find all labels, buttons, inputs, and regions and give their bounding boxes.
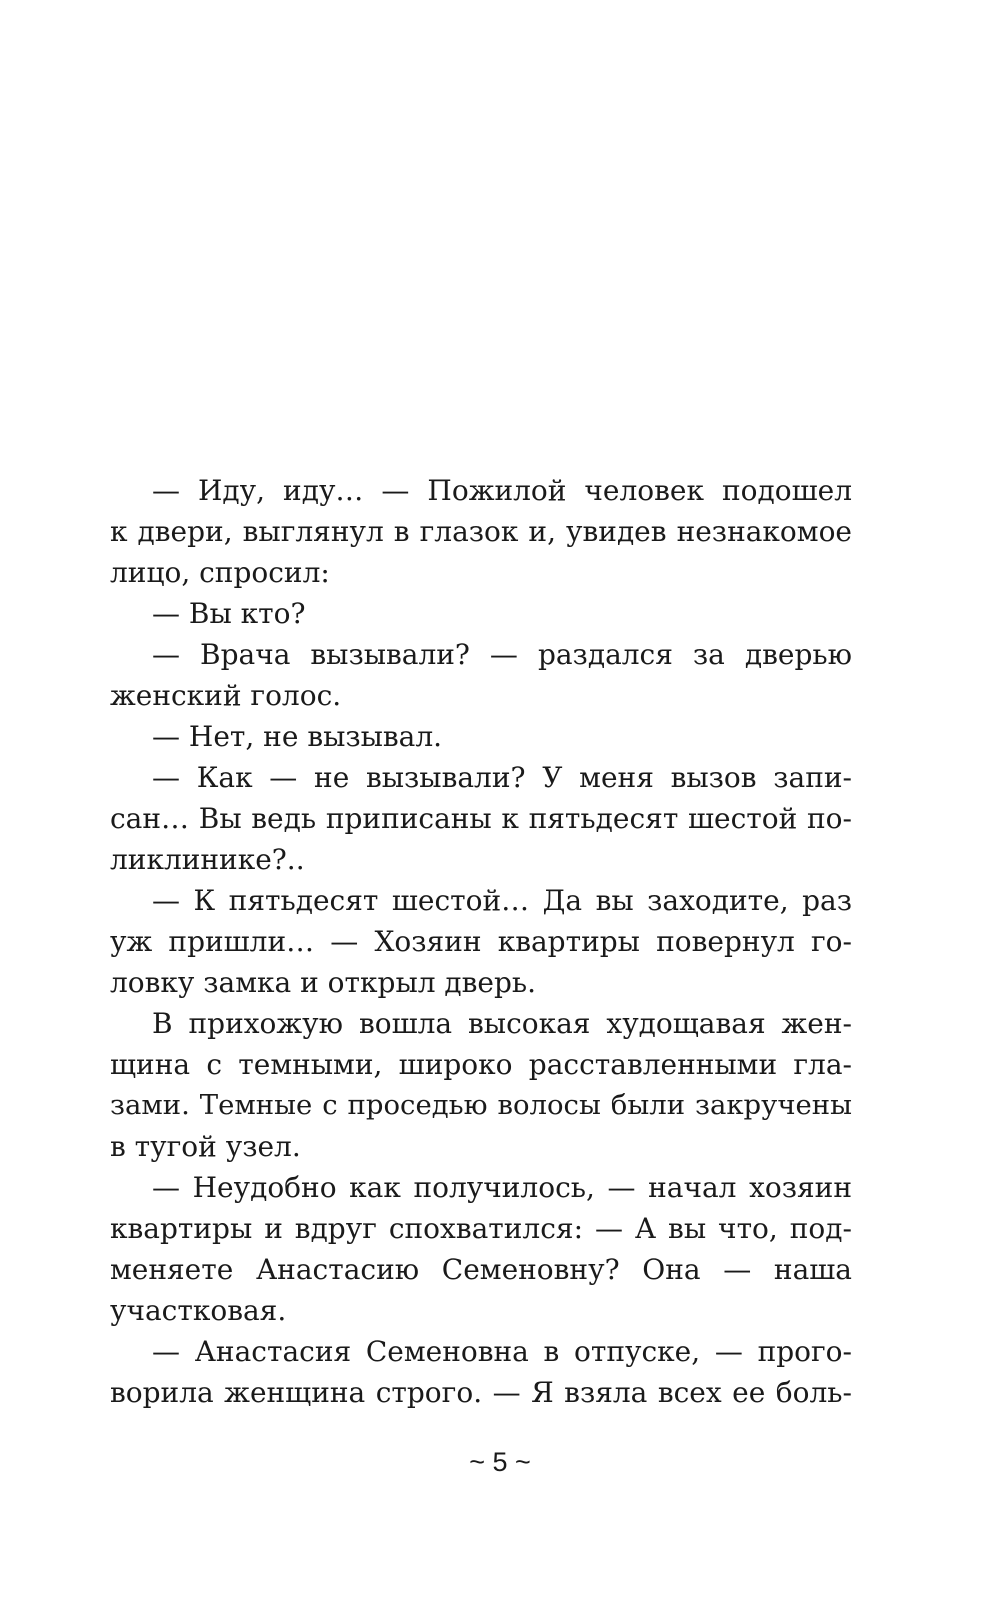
text-line: женский голос.	[110, 679, 342, 712]
page-number: ~ 5 ~	[469, 1447, 531, 1477]
text-line: лицо, спросил:	[110, 556, 330, 589]
text-line: ворила женщина строго. — Я взяла всех ее боль-	[110, 1376, 852, 1409]
text-line: — К пятьдесят шестой… Да вы заходите, раз	[152, 884, 852, 917]
text-line: в тугой узел.	[110, 1130, 301, 1163]
text-line: уж пришли… — Хозяин квартиры повернул го-	[110, 925, 852, 958]
text-line: — Анастасия Семеновна в отпуске, — прого-	[152, 1335, 852, 1368]
text-line: квартиры и вдруг спохватился: — А вы что, под-	[110, 1212, 852, 1245]
text-line: ловку замка и открыл дверь.	[110, 966, 537, 999]
text-line: зами. Темные с проседью волосы были закручены	[110, 1089, 852, 1121]
text-line: — Нет, не вызывал.	[152, 720, 443, 753]
text-line: В прихожую вошла высокая худощавая жен-	[152, 1007, 852, 1040]
text-line: участковая.	[110, 1294, 287, 1327]
text-line: — Как — не вызывали? У меня вызов запи-	[152, 761, 852, 794]
text-line: — Иду, иду… — Пожилой человек подошел	[152, 474, 852, 507]
body-text	[110, 470, 852, 1413]
text-line: к двери, выглянул в глазок и, увидев незнакомое	[110, 515, 852, 548]
text-line: меняете Анастасию Семеновну? Она — наша	[110, 1253, 852, 1286]
text-line: ликлинике?..	[110, 843, 305, 876]
text-line: — Вы кто?	[152, 597, 306, 630]
text-line: щина с темными, широко расставленными гла-	[110, 1048, 852, 1081]
text-line: сан… Вы ведь приписаны к пятьдесят шестой по-	[110, 802, 852, 835]
text-line: — Врача вызывали? — раздался за дверью	[152, 638, 852, 671]
text-line: — Неудобно как получилось, — начал хозяин	[152, 1171, 852, 1204]
